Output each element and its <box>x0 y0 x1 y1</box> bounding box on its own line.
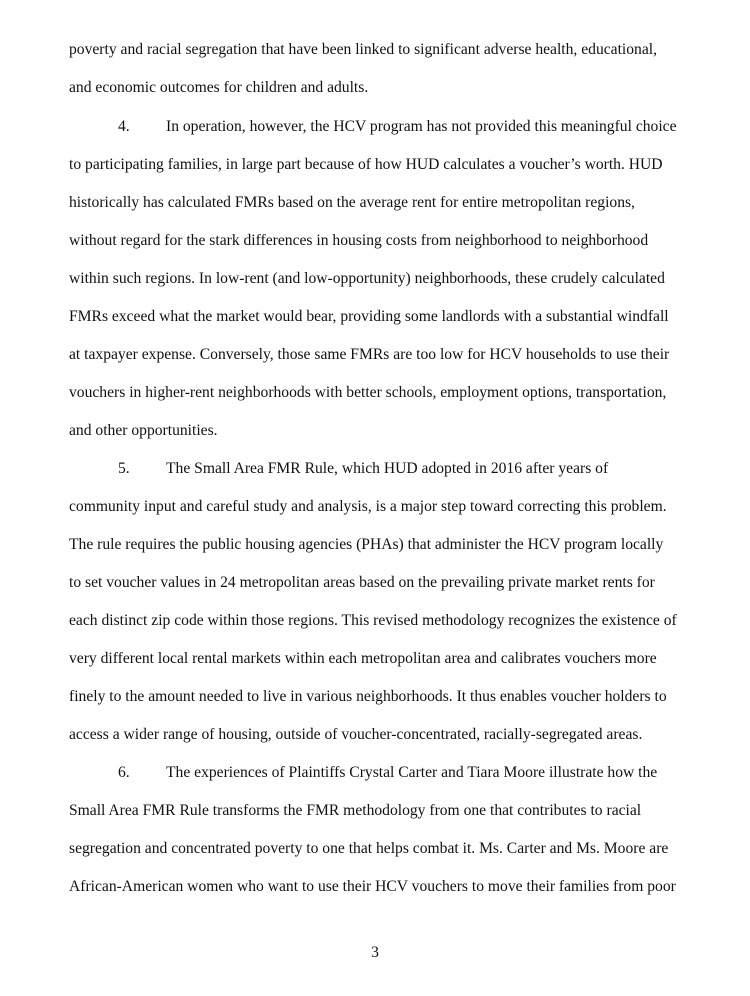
text-line: each distinct zip code within those regions. This revised methodology recognizes the existence of <box>69 612 677 629</box>
text-line: finely to the amount needed to live in various neighborhoods. It thus enables voucher holders to <box>69 688 667 705</box>
paragraph-number: 5. <box>118 460 130 477</box>
text-line: without regard for the stark differences in housing costs from neighborhood to neighborhood <box>69 232 649 249</box>
text-line: to participating families, in large part because of how HUD calculates a voucher’s worth. HUD <box>69 156 663 173</box>
text-line: access a wider range of housing, outside of voucher-concentrated, racially-segregated areas. <box>69 726 643 743</box>
text-line: within such regions. In low-rent (and low-opportunity) neighborhoods, these crudely calculated <box>69 270 665 287</box>
paragraph-first-line: In operation, however, the HCV program has not provided this meaningful choice <box>166 118 677 135</box>
text-line: historically has calculated FMRs based on the average rent for entire metropolitan regions, <box>69 194 635 211</box>
paragraph-first-line: The experiences of Plaintiffs Crystal Carter and Tiara Moore illustrate how the <box>166 764 658 781</box>
paragraph-number: 4. <box>118 118 130 135</box>
text-line: at taxpayer expense. Conversely, those same FMRs are too low for HCV households to use their <box>69 346 670 363</box>
paragraph-first-line: The Small Area FMR Rule, which HUD adopted in 2016 after years of <box>166 460 609 477</box>
text-line: community input and careful study and analysis, is a major step toward correcting this problem. <box>69 498 667 515</box>
text-line: to set voucher values in 24 metropolitan areas based on the prevailing private market rents for <box>69 574 655 591</box>
text-line: African-American women who want to use their HCV vouchers to move their families from poor <box>69 878 676 895</box>
text-line: Small Area FMR Rule transforms the FMR methodology from one that contributes to racial <box>69 802 642 819</box>
text-line: and other opportunities. <box>69 422 218 439</box>
page-number: 3 <box>371 944 379 961</box>
text-line: and economic outcomes for children and adults. <box>69 79 369 96</box>
text-line: segregation and concentrated poverty to one that helps combat it. Ms. Carter and Ms. Moore are <box>69 840 669 857</box>
text-line: very different local rental markets within each metropolitan area and calibrates vouchers more <box>69 650 657 667</box>
text-line: FMRs exceed what the market would bear, providing some landlords with a substantial windfall <box>69 308 669 325</box>
text-line: poverty and racial segregation that have been linked to significant adverse health, educational, <box>69 41 658 58</box>
paragraph-number: 6. <box>118 764 130 781</box>
text-line: vouchers in higher-rent neighborhoods with better schools, employment options, transportation, <box>69 384 667 401</box>
text-line: The rule requires the public housing agencies (PHAs) that administer the HCV program locally <box>69 536 664 553</box>
